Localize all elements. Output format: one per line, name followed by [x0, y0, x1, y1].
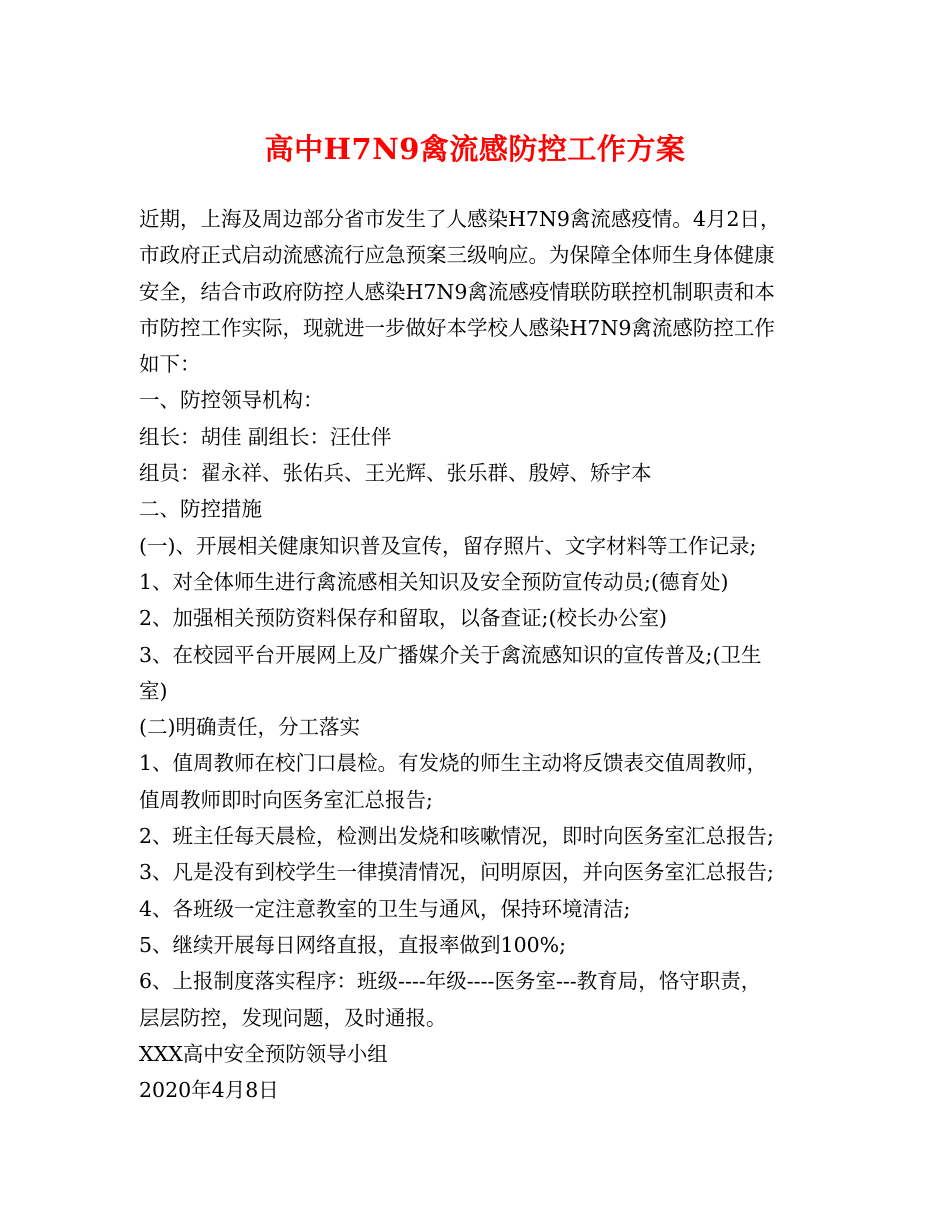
- list-item-continuation: 值周教师即时向医务室汇总报告;: [139, 787, 433, 812]
- body-line: 安全，结合市政府防控人感染H7N9禽流感疫情联防联控机制职责和本: [139, 279, 775, 304]
- subsection-heading: (一)、开展相关健康知识普及宣传，留存照片、文字材料等工作记录;: [139, 533, 757, 558]
- signature-date: 2020年4月8日: [139, 1078, 279, 1103]
- list-item-continuation: 层层防控，发现问题，及时通报。: [139, 1005, 447, 1030]
- list-item: 2、加强相关预防资料保存和留取，以备查证;(校长办公室): [139, 606, 667, 631]
- list-item: 2、班主任每天晨检，检测出发烧和咳嗽情况，即时向医务室汇总报告;: [139, 824, 774, 849]
- subsection-heading: (二)明确责任，分工落实: [139, 715, 360, 740]
- document-title: 高中H7N9禽流感防控工作方案: [264, 132, 686, 166]
- list-item: 3、凡是没有到校学生一律摸清情况，问明原因，并向医务室汇总报告;: [139, 860, 774, 885]
- list-item: 6、上报制度落实程序：班级----年级----医务室---教育局，恪守职责，: [139, 969, 762, 994]
- body-line: 组员：翟永祥、张佑兵、王光辉、张乐群、殷婷、矫宇本: [139, 461, 652, 486]
- list-item: 5、继续开展每日网络直报，直报率做到100%;: [139, 932, 567, 957]
- signature-organization: XXX高中安全预防领导小组: [139, 1041, 388, 1066]
- list-item: 3、在校园平台开展网上及广播媒介关于禽流感知识的宣传普及;(卫生: [139, 642, 762, 667]
- body-line: 市防控工作实际，现就进一步做好本学校人感染H7N9禽流感防控工作: [139, 315, 775, 340]
- body-line: 市政府正式启动流感流行应急预案三级响应。为保障全体师生身体健康: [139, 243, 775, 268]
- list-item: 1、对全体师生进行禽流感相关知识及安全预防宣传动员;(德育处): [139, 569, 729, 594]
- list-item: 4、各班级一定注意教室的卫生与通风，保持环境清洁;: [139, 896, 631, 921]
- section-heading: 一、防控领导机构：: [139, 388, 324, 413]
- body-line: 近期，上海及周边部分省市发生了人感染H7N9禽流感疫情。4月2日，: [139, 207, 781, 231]
- body-line: 组长：胡佳 副组长：汪仕伴: [139, 424, 392, 449]
- document-body: [139, 201, 829, 1108]
- list-item-continuation: 室): [139, 678, 168, 703]
- body-line: 如下：: [139, 352, 201, 377]
- section-heading: 二、防控措施: [139, 497, 262, 522]
- list-item: 1、值周教师在校门口晨检。有发烧的师生主动将反馈表交值周教师，: [139, 751, 768, 776]
